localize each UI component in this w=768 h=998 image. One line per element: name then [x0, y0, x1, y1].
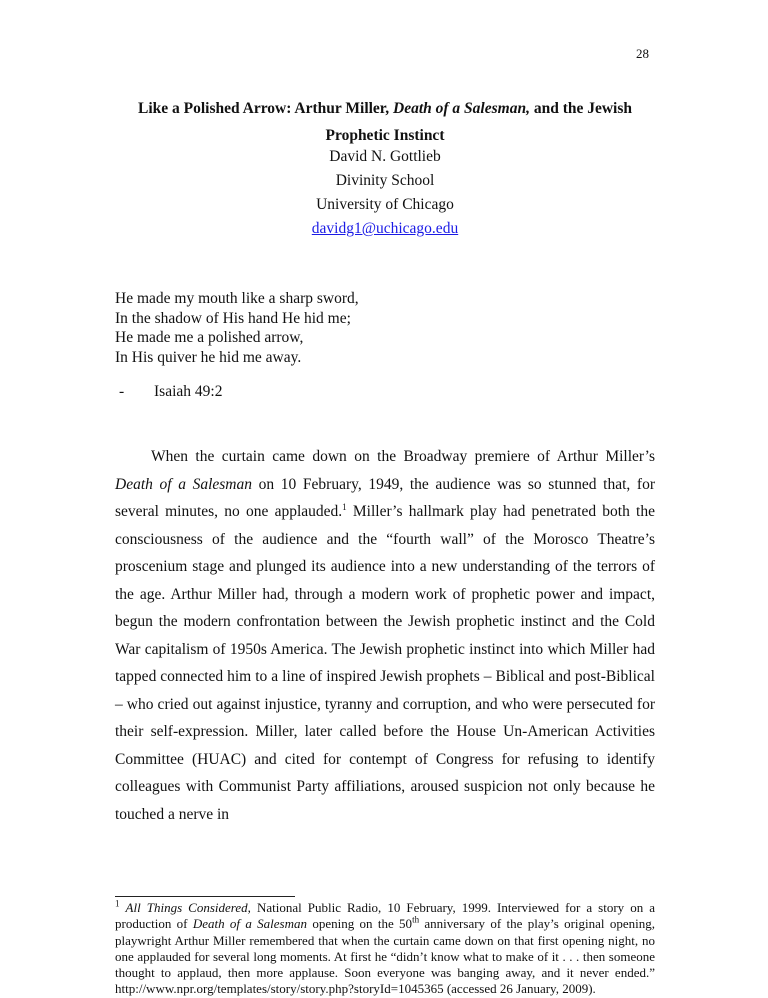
footnote-divider [115, 896, 295, 897]
title-part1: Like a Polished Arrow: Arthur Miller, [137, 100, 394, 117]
body-text-2: on 10 February, 1949, the audience was so stunned that, for several minutes, no one applauded. [115, 475, 655, 520]
epigraph [115, 289, 359, 367]
footnote-text-2: opening on the 50 [307, 916, 413, 932]
page-number: 28 [636, 46, 649, 61]
author-name: David N. Gottlieb [329, 148, 441, 165]
paper-title [115, 95, 655, 149]
body-text-1: When the curtain came down on the Broadway premiere of Arthur Miller’s [151, 448, 655, 465]
body-paragraph [115, 443, 655, 828]
body-text-3: Miller’s hallmark play had penetrated both the consciousness of the audience and the “fourth wall” of the Morosco Theatre’s proscenium stage and plunged its audience into a new understanding of the terrors of the age. Arthur Miller had, through a modern work of prophetic power and impact, begun the modern confrontation between the Jewish prophetic instinct and the Cold War capitalism of 1950s America. The Jewish prophetic instinct into which Miller had tapped connected him to a line of inspired Jewish prophets – Biblical and post-Biblical – who cried out against injustice, tyranny and corruption, and who were persecuted for their self-expression. Miller, later called before the House Un-American Activities Committee (HUAC) and cited for contempt of Congress for refusing to identify colleagues with Communist Party affiliations, aroused suspicion not only because he touched a nerve in [115, 503, 655, 823]
body-italic-title: Death of a Salesman [115, 475, 252, 493]
epigraph-line: In His quiver he hid me away. [115, 348, 302, 366]
citation-dash: - [119, 383, 125, 400]
affiliation-university: University of Chicago [316, 196, 454, 213]
epigraph-line: He made me a polished arrow, [115, 329, 304, 346]
footnote-italic-1: All Things Considered, [125, 900, 251, 915]
footnote [115, 900, 655, 998]
footnote-text-3: anniversary of the play’s original opening, playwright Arthur Miller remembered that when the curtain came down on that first opening night, no one applauded for several long moments. At first he “didn’t know what to make of it . . . then someone thought to applaud, then more applause. Soon everyone was banging away, and it never ended.” http://www.npr.org/templates/story/story.php?storyId=1045365 (accessed 26 January, 2009). [115, 916, 655, 997]
citation-source: Isaiah 49:2 [154, 383, 223, 400]
title-part2: and the Jewish Prophetic Instinct [325, 100, 633, 144]
footnote-text-1: National Public Radio, 10 February, 1999. Interviewed for a story on a production of [115, 900, 656, 932]
epigraph-line: He made my mouth like a sharp sword, [115, 290, 359, 307]
epigraph-line: In the shadow of His hand He hid me; [115, 309, 351, 327]
epigraph-citation [115, 383, 222, 401]
title-italic: Death of a Salesman, [393, 100, 530, 117]
affiliation-division: Divinity School [335, 172, 435, 189]
footnote-number: 1 [115, 898, 120, 909]
footnote-ordinal: th [412, 914, 420, 925]
author-email [115, 220, 655, 238]
email-link[interactable]: davidg1@uchicago.edu [311, 220, 459, 237]
footnote-marker: 1 [342, 501, 347, 512]
footnote-italic-2: Death of a Salesman [192, 916, 307, 932]
